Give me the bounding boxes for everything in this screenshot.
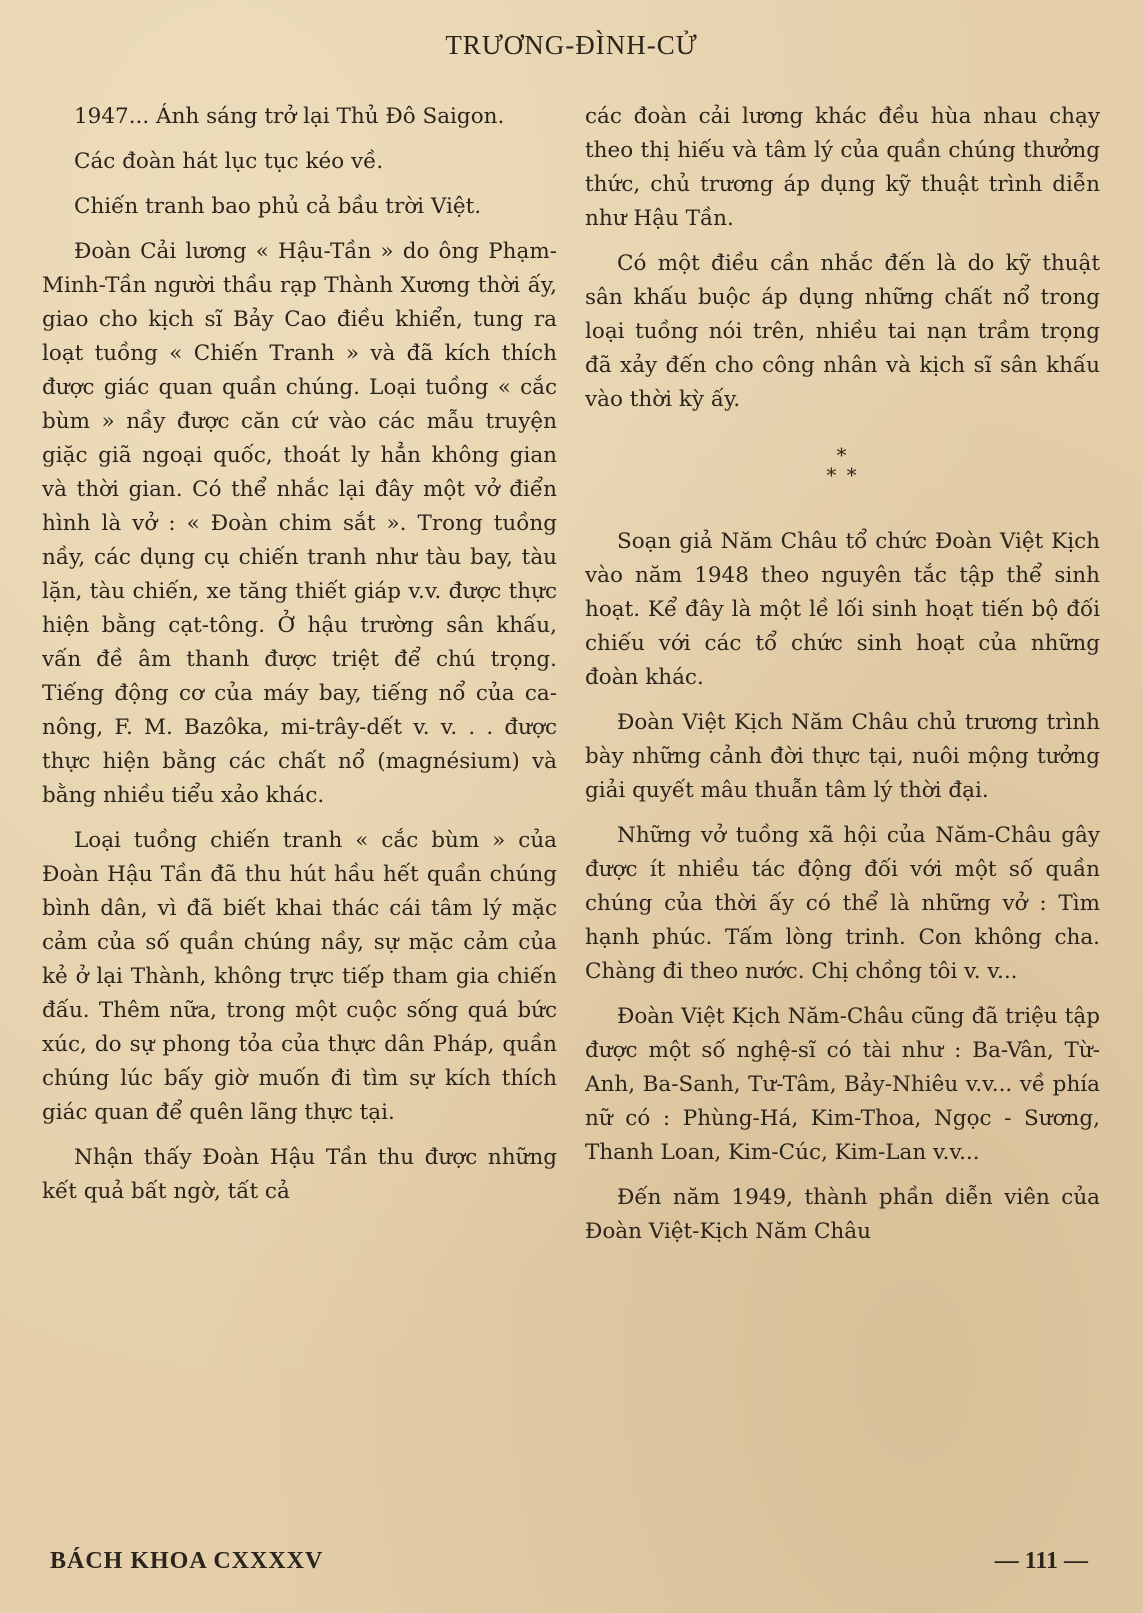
paragraph: Nhận thấy Đoàn Hậu Tần thu được những kết quả bất ngờ, tất cả (42, 1145, 557, 1204)
asterisk-ornament: * * * (826, 443, 859, 487)
paragraph: Những vở tuồng xã hội của Năm-Châu gây được ít nhiều tác động đối với một số quần chúng của thời ấy có thể là những vở : Tìm hạnh phúc. Tấm lòng trinh. Con không cha. Chàng đi theo nước. Chị chồng tôi v. v... (585, 823, 1100, 984)
paragraph: các đoàn cải lương khác đều hùa nhau chạy theo thị hiếu và tâm lý của quần chúng thưởng thức, chủ trương áp dụng kỹ thuật trình diễn như Hậu Tần. (585, 104, 1100, 231)
page-number: — 111 — (994, 1548, 1088, 1574)
paragraph: Đoàn Việt Kịch Năm-Châu cũng đã triệu tập được một số nghệ-sĩ có tài như : Ba-Vân, Từ-Anh, Ba-Sanh, Tư-Tâm, Bảy-Nhiêu v.v... về phía nữ có : Phùng-Há, Kim-Thoa, Ngọc - Sương, Thanh Loan, Kim-Cúc, Kim-Lan v.v... (585, 1004, 1100, 1165)
paragraph: Đoàn Cải lương « Hậu-Tần » do ông Phạm-Minh-Tần người thầu rạp Thành Xương thời ấy, giao cho kịch sĩ Bảy Cao điều khiển, tung ra loạt tuồng « Chiến Tranh » và đã kích thích được giác quan quần chúng. Loại tuồng « cắc bùm » nầy được căn cứ vào các mẫu truyện giặc giã ngoại quốc, thoát ly hẳn không gian và thời gian. Có thể nhắc lại đây một vở điển hình là vở : « Đoàn chim sắt ». Trong tuồng nầy, các dụng cụ chiến tranh như tàu bay, tàu lặn, tàu chiến, xe tăng thiết giáp v.v. được thực hiện bằng cạt-tông. Ở hậu trường sân khấu, vấn đề âm thanh được triệt để chú trọng. Tiếng động cơ của máy bay, tiếng nổ của ca-nông, F. M. Bazôka, mi-trây-dết v. v. . . được thực hiện bằng các chất nổ (magnésium) và bằng nhiều tiểu xảo khác. (42, 239, 557, 808)
paragraph: Chiến tranh bao phủ cả bầu trời Việt. (74, 194, 482, 219)
right-column (585, 100, 1100, 1260)
journal-name: BÁCH KHOA CXXXXV (50, 1548, 324, 1574)
paragraph: Các đoàn hát lục tục kéo về. (74, 149, 384, 174)
paragraph: Đoàn Việt Kịch Năm Châu chủ trương trình bày những cảnh đời thực tại, nuôi mộng tưởng giải quyết mâu thuẫn tâm lý thời đại. (585, 710, 1100, 803)
paragraph: Loại tuồng chiến tranh « cắc bùm » của Đoàn Hậu Tần đã thu hút hầu hết quần chúng bình dân, vì đã biết khai thác cái tâm lý mặc cảm của số quần chúng nầy, sự mặc cảm của kẻ ở lại Thành, không trực tiếp tham gia chiến đấu. Thêm nữa, trong một cuộc sống quá bức xúc, do sự phong tỏa của thực dân Pháp, quần chúng lúc bấy giờ muốn đi tìm sự kích thích giác quan để quên lãng thực tại. (42, 828, 557, 1125)
paragraph: Soạn giả Năm Châu tổ chức Đoàn Việt Kịch vào năm 1948 theo nguyên tắc tập thể sinh hoạt. Kể đây là một lề lối sinh hoạt tiến bộ đối chiếu với các tổ chức sinh hoạt của những đoàn khác. (585, 529, 1100, 690)
section-separator (585, 445, 1100, 485)
left-column (42, 100, 557, 1220)
paragraph: 1947... Ánh sáng trở lại Thủ Đô Saigon. (74, 104, 505, 129)
paragraph: Có một điều cần nhắc đến là do kỹ thuật sân khấu buộc áp dụng những chất nổ trong loại tuồng nói trên, nhiều tai nạn trầm trọng đã xảy đến cho công nhân và kịch sĩ sân khấu vào thời kỳ ấy. (585, 251, 1100, 412)
paragraph: Đến năm 1949, thành phần diễn viên của Đoàn Việt-Kịch Năm Châu (585, 1185, 1100, 1244)
running-header: TRƯƠNG-ĐÌNH-CỬ (445, 30, 698, 60)
